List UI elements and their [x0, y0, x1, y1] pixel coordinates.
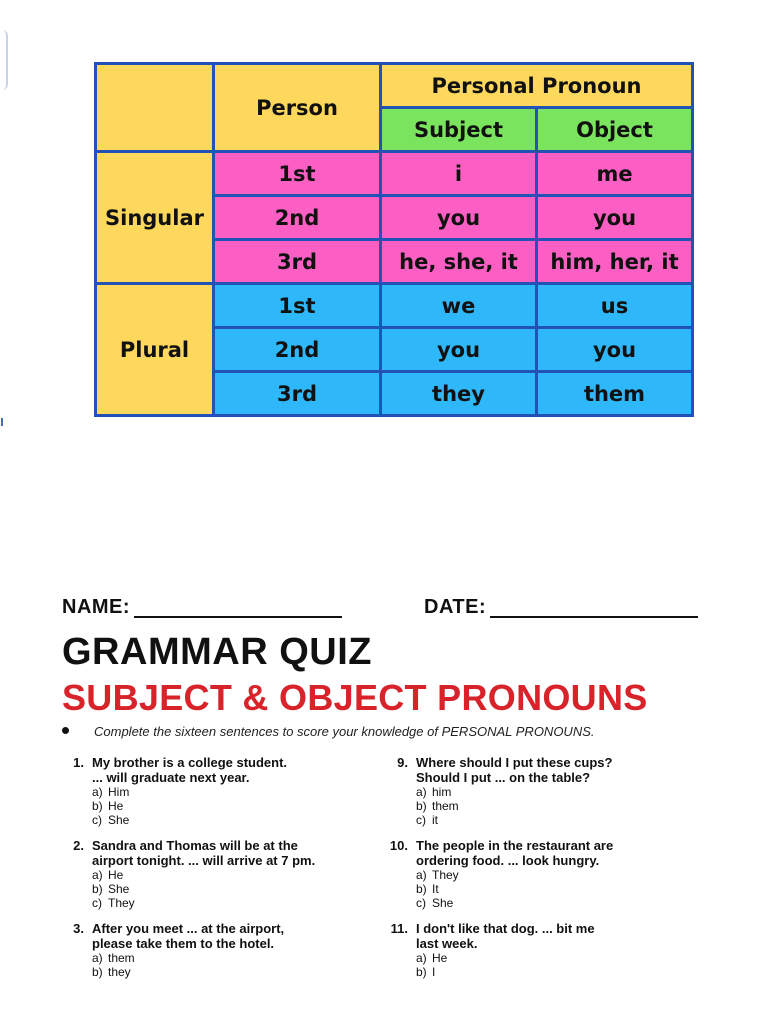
question-item: [62, 755, 362, 827]
question-number: 3.: [73, 921, 84, 936]
question-options: [92, 868, 362, 910]
answer-option[interactable]: a) They: [416, 868, 459, 882]
question-options: [416, 951, 686, 979]
answer-option[interactable]: a) He: [416, 951, 448, 965]
bullet-icon: [62, 727, 69, 734]
question-number: 9.: [397, 755, 408, 770]
question-number: 11.: [390, 921, 408, 936]
person-cell: 1st: [214, 284, 381, 328]
question-column-left: [62, 755, 362, 990]
answer-option[interactable]: a) Him: [92, 785, 130, 799]
subject-cell: you: [381, 196, 537, 240]
date-blank[interactable]: [490, 616, 698, 618]
object-cell: us: [537, 284, 693, 328]
question-stem: My brother is a college student. ... will graduate next year.: [92, 755, 288, 785]
person-cell: 1st: [214, 152, 381, 196]
subject-cell: we: [381, 284, 537, 328]
person-cell: 3rd: [214, 372, 381, 416]
table-corner-cell: [96, 64, 214, 152]
question-stem: The people in the restaurant are ordering food. ... look hungry.: [416, 838, 614, 868]
object-cell: them: [537, 372, 693, 416]
object-header: Object: [537, 108, 693, 152]
question-item: [62, 838, 362, 910]
person-cell: 3rd: [214, 240, 381, 284]
answer-option[interactable]: a) them: [92, 951, 135, 965]
question-columns: [62, 755, 702, 1015]
question-item: [386, 921, 686, 979]
answer-option[interactable]: b) She: [92, 882, 130, 896]
subject-cell: he, she, it: [381, 240, 537, 284]
quiz-subtitle: SUBJECT & OBJECT PRONOUNS: [62, 677, 648, 718]
answer-option[interactable]: c) She: [92, 813, 130, 827]
object-cell: him, her, it: [537, 240, 693, 284]
grammar-quiz-sheet: [62, 592, 702, 1015]
question-item: [386, 755, 686, 827]
pronoun-table: [94, 62, 694, 417]
question-stem: Where should I put these cups? Should I put ... on the table?: [416, 755, 613, 785]
answer-option[interactable]: b) them: [416, 799, 459, 813]
subject-header: Subject: [381, 108, 537, 152]
object-cell: me: [537, 152, 693, 196]
question-number: 2.: [73, 838, 84, 853]
object-cell: you: [537, 196, 693, 240]
singular-label: Singular: [96, 152, 214, 284]
quiz-title: GRAMMAR QUIZ: [62, 631, 372, 673]
page-edge-mark: [1, 418, 3, 426]
answer-option[interactable]: c) She: [416, 896, 454, 910]
instruction-text: Complete the sixteen sentences to score your knowledge of PERSONAL PRONOUNS.: [94, 724, 595, 739]
answer-option[interactable]: c) They: [92, 896, 135, 910]
question-column-right: [386, 755, 686, 990]
answer-option[interactable]: a) him: [416, 785, 452, 799]
question-item: [62, 921, 362, 979]
answer-option[interactable]: c) it: [416, 813, 438, 827]
answer-option[interactable]: b) they: [92, 965, 131, 979]
subject-cell: they: [381, 372, 537, 416]
person-cell: 2nd: [214, 196, 381, 240]
question-options: [92, 785, 362, 827]
plural-label: Plural: [96, 284, 214, 416]
name-label: NAME:: [62, 596, 131, 618]
answer-option[interactable]: b) I: [416, 965, 436, 979]
name-blank[interactable]: [134, 616, 342, 618]
date-label: DATE:: [424, 596, 487, 618]
person-cell: 2nd: [214, 328, 381, 372]
subject-cell: i: [381, 152, 537, 196]
question-stem: I don't like that dog. ... bit me last week.: [416, 921, 595, 951]
question-options: [92, 951, 362, 979]
person-header: Person: [214, 64, 381, 152]
answer-option[interactable]: b) It: [416, 882, 439, 896]
answer-option[interactable]: a) He: [92, 868, 124, 882]
name-date-row: [62, 592, 702, 622]
answer-option[interactable]: b) He: [92, 799, 124, 813]
page-edge-bracket: [0, 30, 8, 90]
question-item: [386, 838, 686, 910]
object-cell: you: [537, 328, 693, 372]
question-stem: Sandra and Thomas will be at the airport tonight. ... will arrive at 7 pm.: [92, 838, 316, 868]
question-stem: After you meet ... at the airport, please take them to the hotel.: [92, 921, 285, 951]
personal-pronoun-header: Personal Pronoun: [381, 64, 693, 108]
subject-cell: you: [381, 328, 537, 372]
question-number: 1.: [73, 755, 84, 770]
question-options: [416, 785, 686, 827]
question-number: 10.: [389, 838, 408, 853]
question-options: [416, 868, 686, 910]
instruction: [62, 724, 702, 739]
